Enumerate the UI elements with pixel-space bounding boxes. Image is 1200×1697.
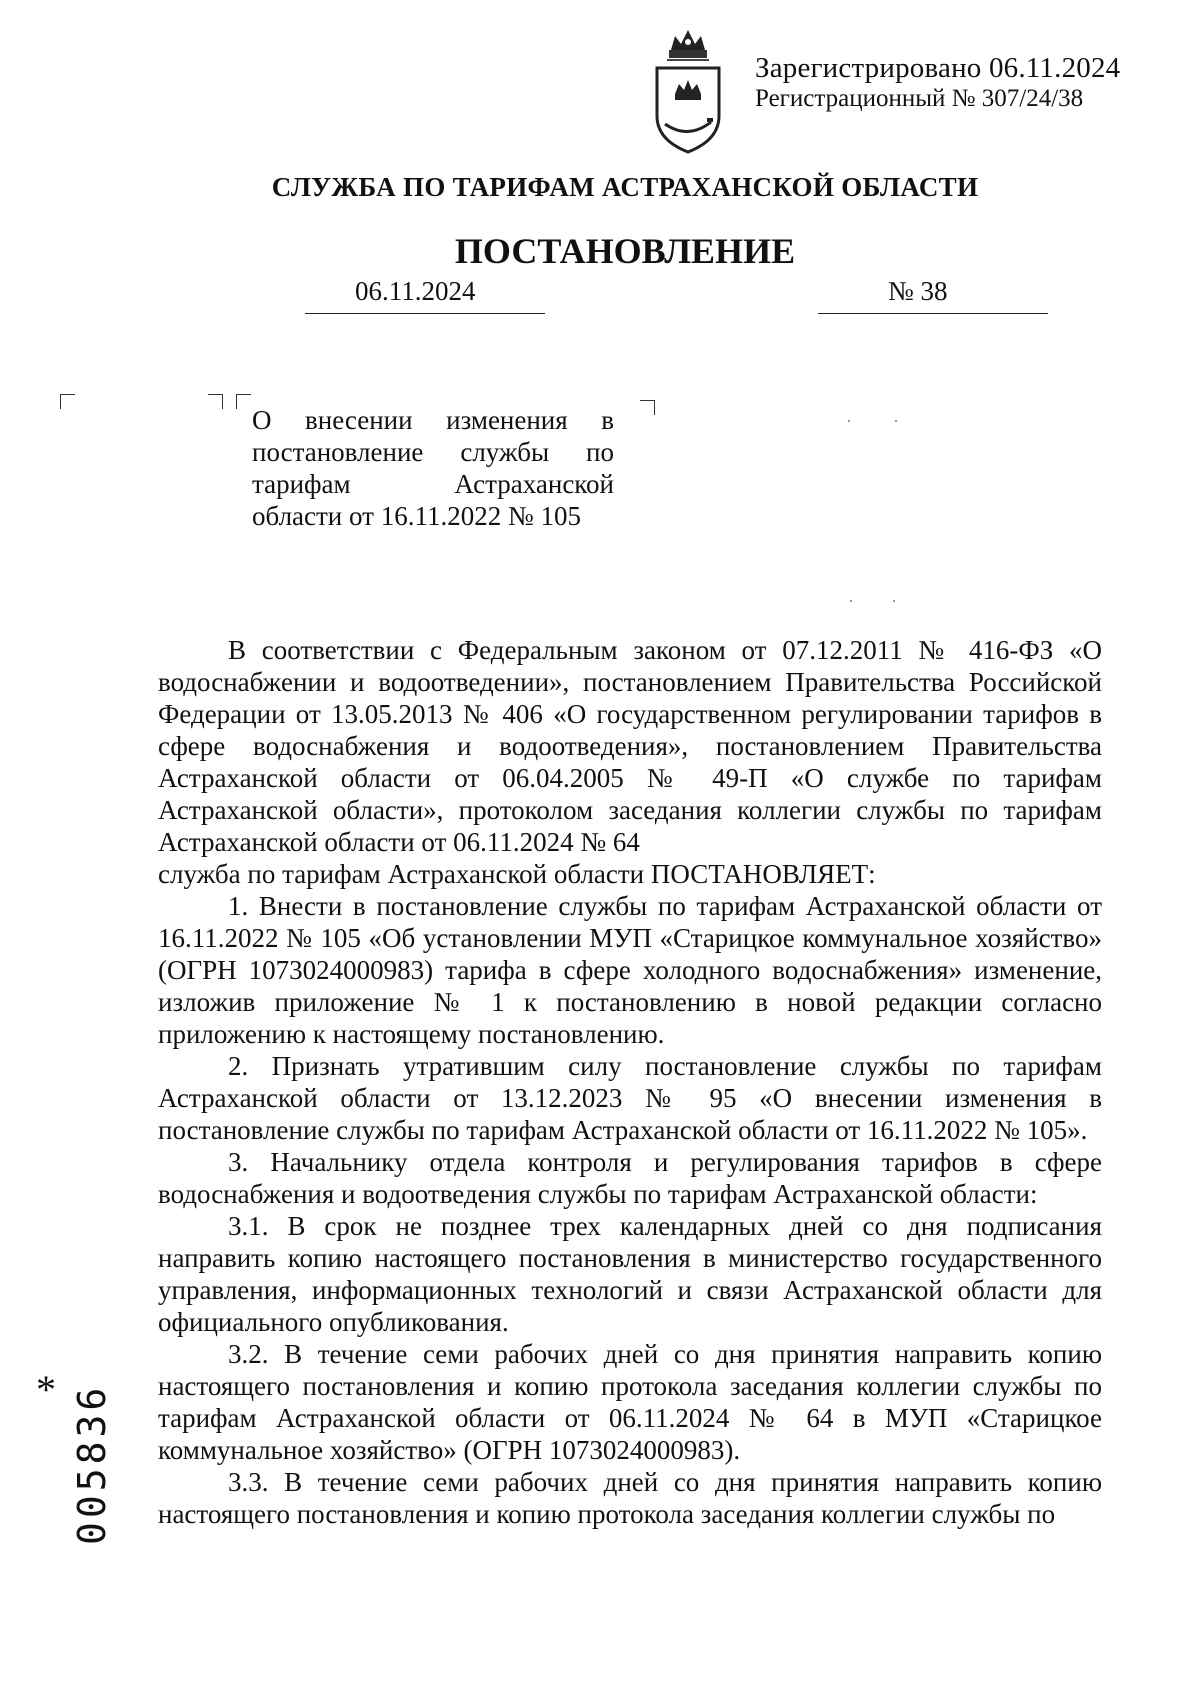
subject-line: О внесении изменения в [252, 405, 614, 435]
resolution-clause: служба по тарифам Астраханской области ПОСТАНОВЛЯЕТ: [158, 859, 876, 889]
margin-serial-number: 005836 [70, 1383, 114, 1545]
corner-bracket-subject-open-b [236, 394, 251, 409]
preamble-paragraph: В соответствии с Федеральным законом от 07.12.2011 № 416-ФЗ «О водоснабжении и водоотведении», постановлением Правительства Российской Федерации от 13.05.2013 № 406 «О государственном регулировании тарифов в сфере водоснабжения и водоотведения», постановлением Правительства Астраханской области от 06.04.2005 № 49-П «О службе по тарифам Астраханской области», протоколом заседания коллегии службы по тарифам Астраханской области от 06.11.2024 № 64 [158, 635, 1102, 857]
item-2-paragraph: 2. Признать утратившим силу постановление службы по тарифам Астраханской области от 13.12.2023 № 95 «О внесении изменения в постановление службы по тарифам Астраханской области от 16.11.2022 № 105». [158, 1051, 1102, 1145]
registration-number: Регистрационный № 307/24/38 [755, 85, 1084, 113]
item-3-paragraph: 3. Начальнику отдела контроля и регулирования тарифов в сфере водоснабжения и водоотведения службы по тарифам Астраханской области: [158, 1147, 1102, 1209]
registration-date: Зарегистрировано 06.11.2024 [755, 52, 1121, 84]
document-type-title: ПОСТАНОВЛЕНИЕ [454, 231, 796, 271]
document-number: № 38 [818, 276, 1048, 314]
scan-dot [848, 420, 850, 422]
subject-line: тарифам Астраханской [252, 469, 614, 499]
margin-asterisk: * [36, 1367, 56, 1412]
item-1-paragraph: 1. Внести в постановление службы по тарифам Астраханской области от 16.11.2022 № 105 «Об установлении МУП «Старицкое коммунальное хозяйство» (ОГРН 1073024000983) тарифа в сфере холодного водоснабжения» изменение, изложив приложение № 1 к постановлению в новой редакции согласно приложению к настоящему постановлению. [158, 891, 1102, 1049]
document-subject [252, 404, 614, 532]
scan-dot [850, 600, 852, 602]
item-3-2-paragraph: 3.2. В течение семи рабочих дней со дня принятия направить копию настоящего постановления и копию протокола заседания коллегии службы по тарифам Астраханской области от 06.11.2024 № 64 в МУП «Старицкое коммунальное хозяйство» (ОГРН 1073024000983). [158, 1339, 1102, 1465]
registration-stamp [755, 52, 1120, 114]
coat-of-arms-emblem [645, 28, 731, 158]
document-date: 06.11.2024 [305, 276, 545, 314]
item-3-3-paragraph: 3.3. В течение семи рабочих дней со дня принятия направить копию настоящего постановления и копию протокола заседания коллегии службы по [158, 1467, 1102, 1529]
item-3-1-paragraph: 3.1. В срок не позднее трех календарных дней со дня подписания направить копию настоящего постановления в министерство государственного управления, информационных технологий и связи Астраханской области для официального опубликования. [158, 1211, 1102, 1337]
document-body [158, 634, 1102, 1530]
scan-dot [895, 420, 897, 422]
agency-name: СЛУЖБА ПО ТАРИФАМ АСТРАХАНСКОЙ ОБЛАСТИ [271, 172, 979, 202]
corner-bracket-left [60, 394, 75, 409]
corner-bracket-subject-close [640, 400, 655, 415]
corner-bracket-subject-open-a [208, 394, 223, 409]
subject-line: области от 16.11.2022 № 105 [252, 501, 581, 531]
scan-dot [893, 600, 895, 602]
subject-line: постановление службы по [252, 437, 614, 467]
